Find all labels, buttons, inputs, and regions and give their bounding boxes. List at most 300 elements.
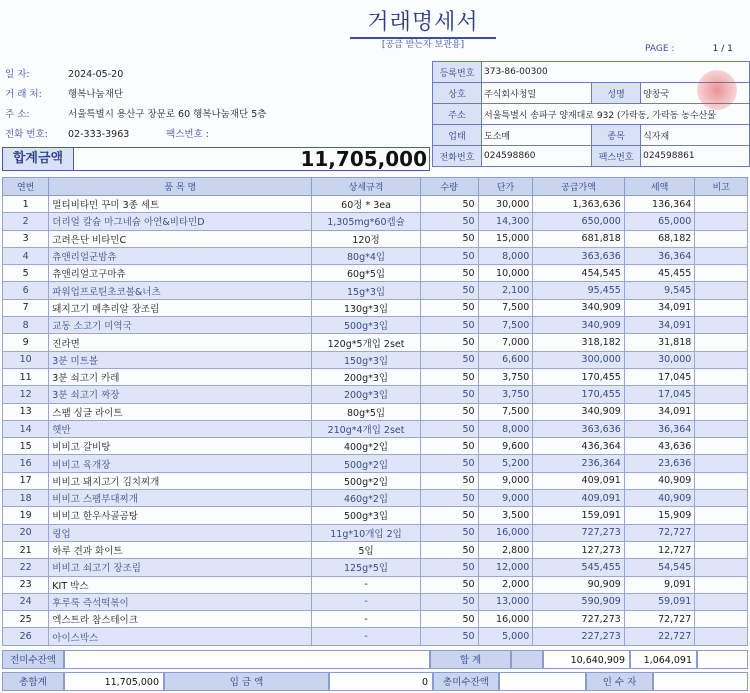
col-tax-cell: 17,045 (624, 386, 695, 403)
col-qty-cell: 50 (420, 611, 478, 628)
col-spec-cell: 500g*3입 (312, 507, 420, 524)
col-unit-price-cell: 7,500 (478, 299, 533, 316)
col-note-cell (695, 541, 748, 558)
supplier-type-label: 업태 (433, 125, 482, 146)
table-row (3, 351, 748, 368)
col-item-name-cell: 비비고 돼지고기 김치찌개 (49, 472, 312, 489)
col-no-cell: 21 (3, 541, 49, 558)
col-supply-amount-cell: 227,273 (533, 628, 625, 645)
col-unit-price-cell: 2,800 (478, 541, 533, 558)
receiver-fax-label: 팩스번호 : (166, 129, 209, 140)
col-item-name-cell: 3분 미트볼 (49, 351, 312, 368)
col-unit-price-cell: 14,300 (478, 213, 533, 230)
col-note-cell (695, 299, 748, 316)
col-qty-cell: 50 (420, 299, 478, 316)
col-tax-cell: 22,727 (624, 628, 695, 645)
col-supply-amount-cell: 590,909 (533, 593, 625, 610)
col-item-name-cell: 돼지고기 메추리알 장조림 (49, 299, 312, 316)
col-tax-cell: 59,091 (624, 593, 695, 610)
col-tax-cell: 9,545 (624, 282, 695, 299)
receiver-name: 행복나눔재단 (68, 89, 124, 100)
col-note-cell (695, 230, 748, 247)
supplier-company-label: 상호 (433, 83, 482, 104)
col-unit-price-cell: 5,200 (478, 455, 533, 472)
col-item-name-cell: 3분 쇠고기 카레 (49, 368, 312, 385)
header-col-qty: 수량 (420, 178, 478, 196)
receiver-date: 2024-05-20 (68, 69, 124, 80)
col-no-cell: 13 (3, 403, 49, 420)
col-qty-cell: 50 (420, 403, 478, 420)
col-unit-price-cell: 7,500 (478, 317, 533, 334)
table-row (3, 317, 748, 334)
col-spec-cell: 60g*5입 (312, 265, 420, 282)
col-tax-cell: 23,636 (624, 455, 695, 472)
col-supply-amount-cell: 170,455 (533, 386, 625, 403)
table-row (3, 541, 748, 558)
col-supply-amount-cell: 340,909 (533, 317, 625, 334)
col-tax-cell: 30,000 (624, 351, 695, 368)
receiver-phone-row (5, 126, 209, 140)
col-unit-price-cell: 8,000 (478, 420, 533, 437)
table-row (3, 455, 748, 472)
col-unit-price-cell: 7,500 (478, 403, 533, 420)
col-unit-price-cell: 9,000 (478, 472, 533, 489)
col-note-cell (695, 282, 748, 299)
col-no-cell: 9 (3, 334, 49, 351)
col-supply-amount-cell: 727,273 (533, 524, 625, 541)
col-supply-amount-cell: 681,818 (533, 230, 625, 247)
col-unit-price-cell: 9,000 (478, 490, 533, 507)
col-unit-price-cell: 3,500 (478, 507, 533, 524)
col-note-cell (695, 420, 748, 437)
col-note-cell (695, 403, 748, 420)
col-tax-cell: 36,364 (624, 420, 695, 437)
col-spec-cell: 1,305mg*60캡슐 (312, 213, 420, 230)
col-note-cell (695, 368, 748, 385)
table-row (3, 490, 748, 507)
col-unit-price-cell: 8,000 (478, 247, 533, 264)
table-row (3, 611, 748, 628)
items-table (2, 177, 748, 646)
col-spec-cell: 200g*3입 (312, 386, 420, 403)
col-item-name-cell: 링업 (49, 524, 312, 541)
col-note-cell (695, 576, 748, 593)
col-no-cell: 3 (3, 230, 49, 247)
col-spec-cell: 80g*4입 (312, 247, 420, 264)
col-item-name-cell: 파워업프로틴초코볼&너츠 (49, 282, 312, 299)
col-item-name-cell: 비비고 육개장 (49, 455, 312, 472)
table-row (3, 628, 748, 645)
receiver-sign-value (653, 672, 748, 691)
col-item-name-cell: 하루 견과 화이트 (49, 541, 312, 558)
sum-note (697, 650, 748, 669)
total-amount-label: 합계금액 (3, 148, 74, 170)
sum-supply-value: 10,640,909 (543, 650, 630, 669)
col-item-name-cell: KIT 박스 (49, 576, 312, 593)
col-tax-cell: 68,182 (624, 230, 695, 247)
col-note-cell (695, 490, 748, 507)
col-note-cell (695, 593, 748, 610)
col-item-name-cell: 멀티비타민 꾸미 3종 세트 (49, 196, 312, 213)
col-no-cell: 17 (3, 472, 49, 489)
col-no-cell: 22 (3, 559, 49, 576)
col-tax-cell: 40,909 (624, 472, 695, 489)
table-row (3, 265, 748, 282)
col-unit-price-cell: 2,000 (478, 576, 533, 593)
page-label: PAGE : (645, 44, 675, 54)
col-note-cell (695, 524, 748, 541)
col-qty-cell: 50 (420, 196, 478, 213)
col-qty-cell: 50 (420, 455, 478, 472)
supplier-type: 도소매 (482, 125, 592, 146)
col-tax-cell: 34,091 (624, 317, 695, 334)
col-no-cell: 19 (3, 507, 49, 524)
receiver-phone-label: 전화 번호: (5, 129, 48, 140)
col-unit-price-cell: 5,000 (478, 628, 533, 645)
col-note-cell (695, 386, 748, 403)
col-no-cell: 1 (3, 196, 49, 213)
col-unit-price-cell: 10,000 (478, 265, 533, 282)
col-no-cell: 8 (3, 317, 49, 334)
col-supply-amount-cell: 727,273 (533, 611, 625, 628)
col-spec-cell: - (312, 576, 420, 593)
footer-row-grand (2, 672, 748, 691)
receiver-phone: 02-333-3963 (68, 129, 130, 140)
col-note-cell (695, 438, 748, 455)
col-spec-cell: 500g*3입 (312, 317, 420, 334)
prev-balance-value (64, 650, 430, 669)
supplier-item-label: 종목 (592, 125, 641, 146)
prev-balance-label: 전미수잔액 (2, 650, 64, 669)
col-note-cell (695, 247, 748, 264)
col-item-name-cell: 교동 소고기 미역국 (49, 317, 312, 334)
receiver-sign-label: 인 수 자 (586, 672, 653, 691)
col-note-cell (695, 628, 748, 645)
col-unit-price-cell: 2,100 (478, 282, 533, 299)
col-spec-cell: 15g*3입 (312, 282, 420, 299)
col-supply-amount-cell: 170,455 (533, 368, 625, 385)
supplier-ceo: 양창국 (641, 83, 750, 104)
footer-row-summary (2, 650, 748, 669)
header-col-tax: 세액 (624, 178, 695, 196)
col-supply-amount-cell: 409,091 (533, 490, 625, 507)
col-spec-cell: - (312, 628, 420, 645)
col-no-cell: 4 (3, 247, 49, 264)
receiver-date-row (5, 66, 123, 80)
grand-total-label: 총합계 (2, 672, 64, 691)
receiver-address-row (5, 106, 266, 120)
col-qty-cell: 50 (420, 247, 478, 264)
page-value: 1 / 1 (712, 44, 733, 54)
col-supply-amount-cell: 1,363,636 (533, 196, 625, 213)
unpaid-label: 총미수잔액 (433, 672, 499, 691)
table-row (3, 403, 748, 420)
col-supply-amount-cell: 236,364 (533, 455, 625, 472)
col-unit-price-cell: 6,600 (478, 351, 533, 368)
col-spec-cell: 460g*2입 (312, 490, 420, 507)
col-qty-cell: 50 (420, 438, 478, 455)
grand-total-value: 11,705,000 (64, 672, 164, 691)
col-note-cell (695, 196, 748, 213)
col-qty-cell: 50 (420, 368, 478, 385)
col-spec-cell: 200g*3입 (312, 368, 420, 385)
supplier-phone: 024598860 (482, 146, 592, 167)
supplier-reg-label: 등록번호 (433, 62, 482, 83)
col-tax-cell: 12,727 (624, 541, 695, 558)
col-qty-cell: 50 (420, 351, 478, 368)
col-unit-price-cell: 15,000 (478, 230, 533, 247)
col-tax-cell: 54,545 (624, 559, 695, 576)
receiver-name-label: 거 래 처: (5, 89, 42, 100)
col-no-cell: 16 (3, 455, 49, 472)
col-no-cell: 7 (3, 299, 49, 316)
col-tax-cell: 72,727 (624, 524, 695, 541)
col-tax-cell: 34,091 (624, 403, 695, 420)
col-unit-price-cell: 13,000 (478, 593, 533, 610)
unpaid-value (499, 672, 586, 691)
col-qty-cell: 50 (420, 230, 478, 247)
col-supply-amount-cell: 340,909 (533, 403, 625, 420)
col-spec-cell: - (312, 611, 420, 628)
col-no-cell: 15 (3, 438, 49, 455)
table-row (3, 299, 748, 316)
col-spec-cell: 130g*3입 (312, 299, 420, 316)
supplier-address: 서울특별시 송파구 양재대로 932 (가락동, 가락동 농수산물 (482, 104, 750, 125)
table-row (3, 576, 748, 593)
col-supply-amount-cell: 127,273 (533, 541, 625, 558)
col-item-name-cell: 비비고 스팸부대찌개 (49, 490, 312, 507)
company-seal-stamp (697, 70, 737, 110)
table-row (3, 213, 748, 230)
col-supply-amount-cell: 650,000 (533, 213, 625, 230)
col-no-cell: 25 (3, 611, 49, 628)
col-no-cell: 26 (3, 628, 49, 645)
col-item-name-cell: 스팸 싱글 라이트 (49, 403, 312, 420)
col-spec-cell: 80g*5입 (312, 403, 420, 420)
col-spec-cell: 60정 * 3ea (312, 196, 420, 213)
col-supply-amount-cell: 363,636 (533, 247, 625, 264)
col-qty-cell: 50 (420, 334, 478, 351)
col-unit-price-cell: 30,000 (478, 196, 533, 213)
col-supply-amount-cell: 95,455 (533, 282, 625, 299)
col-item-name-cell: 햇반 (49, 420, 312, 437)
paid-label: 입 금 액 (164, 672, 329, 691)
table-row (3, 196, 748, 213)
col-no-cell: 14 (3, 420, 49, 437)
col-tax-cell: 9,091 (624, 576, 695, 593)
total-amount-value: 11,705,000 (300, 147, 427, 171)
table-row (3, 334, 748, 351)
col-supply-amount-cell: 90,909 (533, 576, 625, 593)
col-note-cell (695, 265, 748, 282)
col-spec-cell: 500g*2입 (312, 472, 420, 489)
col-supply-amount-cell: 318,182 (533, 334, 625, 351)
col-qty-cell: 50 (420, 628, 478, 645)
col-item-name-cell: 비비고 한우사골곰탕 (49, 507, 312, 524)
col-spec-cell: - (312, 593, 420, 610)
col-qty-cell: 50 (420, 559, 478, 576)
col-supply-amount-cell: 545,455 (533, 559, 625, 576)
col-supply-amount-cell: 159,091 (533, 507, 625, 524)
table-row (3, 420, 748, 437)
supplier-item: 식자재 (641, 125, 750, 146)
col-no-cell: 2 (3, 213, 49, 230)
col-supply-amount-cell: 300,000 (533, 351, 625, 368)
supplier-fax: 024598861 (641, 146, 750, 167)
col-qty-cell: 50 (420, 524, 478, 541)
col-tax-cell: 72,727 (624, 611, 695, 628)
header-col-note: 비고 (695, 178, 748, 196)
col-item-name-cell: 아이스박스 (49, 628, 312, 645)
header-col-supply-amount: 공급가액 (533, 178, 625, 196)
col-tax-cell: 136,364 (624, 196, 695, 213)
col-note-cell (695, 351, 748, 368)
col-spec-cell: 120g*5개입 2set (312, 334, 420, 351)
col-note-cell (695, 559, 748, 576)
col-qty-cell: 50 (420, 386, 478, 403)
header-col-unit-price: 단가 (478, 178, 533, 196)
col-unit-price-cell: 7,000 (478, 334, 533, 351)
col-item-name-cell: 비비고 갈비탕 (49, 438, 312, 455)
col-spec-cell: 11g*10개입 2입 (312, 524, 420, 541)
col-item-name-cell: 엑스트라 참스테이크 (49, 611, 312, 628)
col-note-cell (695, 455, 748, 472)
document-title: 거래명세서 (350, 5, 496, 39)
supplier-address-label: 주소 (433, 104, 482, 125)
col-no-cell: 12 (3, 386, 49, 403)
table-row (3, 593, 748, 610)
table-row (3, 230, 748, 247)
col-item-name-cell: 츄앤리얼고구마츄 (49, 265, 312, 282)
receiver-address: 서울특별시 용산구 장문로 60 행복나눔재단 5층 (68, 109, 267, 120)
col-no-cell: 18 (3, 490, 49, 507)
col-qty-cell: 50 (420, 317, 478, 334)
col-item-name-cell: 더리얼 칼슘 마그네슘 아연&비타민D (49, 213, 312, 230)
col-tax-cell: 65,000 (624, 213, 695, 230)
document-subtitle: [공급 받는자 보관용] (381, 40, 465, 50)
col-no-cell: 6 (3, 282, 49, 299)
col-unit-price-cell: 12,000 (478, 559, 533, 576)
col-spec-cell: 120정 (312, 230, 420, 247)
col-item-name-cell: 후루룩 즉석떡볶이 (49, 593, 312, 610)
supplier-company: 주식회사청밀 (482, 83, 592, 104)
sum-tax-value: 1,064,091 (630, 650, 697, 669)
col-spec-cell: 125g*5입 (312, 559, 420, 576)
col-spec-cell: 210g*4개입 2set (312, 420, 420, 437)
col-qty-cell: 50 (420, 541, 478, 558)
col-qty-cell: 50 (420, 507, 478, 524)
table-row (3, 282, 748, 299)
col-qty-cell: 50 (420, 265, 478, 282)
sum-label: 합 계 (430, 650, 511, 669)
col-tax-cell: 34,091 (624, 299, 695, 316)
receiver-address-label: 주 소: (5, 109, 30, 120)
col-tax-cell: 40,909 (624, 490, 695, 507)
col-supply-amount-cell: 436,364 (533, 438, 625, 455)
col-qty-cell: 50 (420, 420, 478, 437)
table-row (3, 472, 748, 489)
col-no-cell: 20 (3, 524, 49, 541)
col-unit-price-cell: 3,750 (478, 386, 533, 403)
supplier-reg: 373-86-00300 (482, 62, 750, 83)
col-no-cell: 5 (3, 265, 49, 282)
col-unit-price-cell: 3,750 (478, 368, 533, 385)
col-note-cell (695, 213, 748, 230)
sum-spacer (511, 650, 543, 669)
page-indicator (645, 44, 733, 54)
table-row (3, 438, 748, 455)
supplier-fax-label: 팩스번호 (592, 146, 641, 167)
col-item-name-cell: 츄앤리얼군밤츄 (49, 247, 312, 264)
col-note-cell (695, 317, 748, 334)
col-qty-cell: 50 (420, 490, 478, 507)
col-supply-amount-cell: 340,909 (533, 299, 625, 316)
col-qty-cell: 50 (420, 213, 478, 230)
supplier-phone-label: 전화번호 (433, 146, 482, 167)
col-no-cell: 11 (3, 368, 49, 385)
col-tax-cell: 45,455 (624, 265, 695, 282)
col-supply-amount-cell: 363,636 (533, 420, 625, 437)
table-row (3, 524, 748, 541)
col-tax-cell: 36,364 (624, 247, 695, 264)
col-item-name-cell: 진라면 (49, 334, 312, 351)
table-row (3, 559, 748, 576)
col-item-name-cell: 비비고 쇠고기 장조림 (49, 559, 312, 576)
col-unit-price-cell: 16,000 (478, 524, 533, 541)
table-row (3, 368, 748, 385)
table-row (3, 507, 748, 524)
col-supply-amount-cell: 409,091 (533, 472, 625, 489)
paid-value: 0 (329, 672, 433, 691)
col-qty-cell: 50 (420, 593, 478, 610)
col-item-name-cell: 3분 쇠고기 짜장 (49, 386, 312, 403)
table-body (3, 196, 748, 646)
table-header-row (3, 178, 748, 196)
col-tax-cell: 15,909 (624, 507, 695, 524)
table-row (3, 386, 748, 403)
header-col-spec: 상세규격 (312, 178, 420, 196)
supplier-ceo-label: 성명 (592, 83, 641, 104)
col-no-cell: 24 (3, 593, 49, 610)
col-supply-amount-cell: 454,545 (533, 265, 625, 282)
total-amount-box (2, 147, 430, 171)
col-tax-cell: 31,818 (624, 334, 695, 351)
col-qty-cell: 50 (420, 576, 478, 593)
col-note-cell (695, 334, 748, 351)
col-qty-cell: 50 (420, 472, 478, 489)
col-unit-price-cell: 16,000 (478, 611, 533, 628)
col-note-cell (695, 507, 748, 524)
col-no-cell: 10 (3, 351, 49, 368)
col-tax-cell: 43,636 (624, 438, 695, 455)
header-col-no: 연번 (3, 178, 49, 196)
col-item-name-cell: 고려은단 비타민C (49, 230, 312, 247)
table-row (3, 247, 748, 264)
col-unit-price-cell: 9,600 (478, 438, 533, 455)
col-note-cell (695, 611, 748, 628)
col-spec-cell: 400g*2입 (312, 438, 420, 455)
receiver-date-label: 일 자: (5, 69, 30, 80)
col-spec-cell: 5입 (312, 541, 420, 558)
col-tax-cell: 17,045 (624, 368, 695, 385)
col-spec-cell: 150g*3입 (312, 351, 420, 368)
col-note-cell (695, 472, 748, 489)
col-no-cell: 23 (3, 576, 49, 593)
col-qty-cell: 50 (420, 282, 478, 299)
receiver-name-row (5, 86, 123, 100)
header-col-item-name: 품 목 명 (49, 178, 312, 196)
col-spec-cell: 500g*2입 (312, 455, 420, 472)
